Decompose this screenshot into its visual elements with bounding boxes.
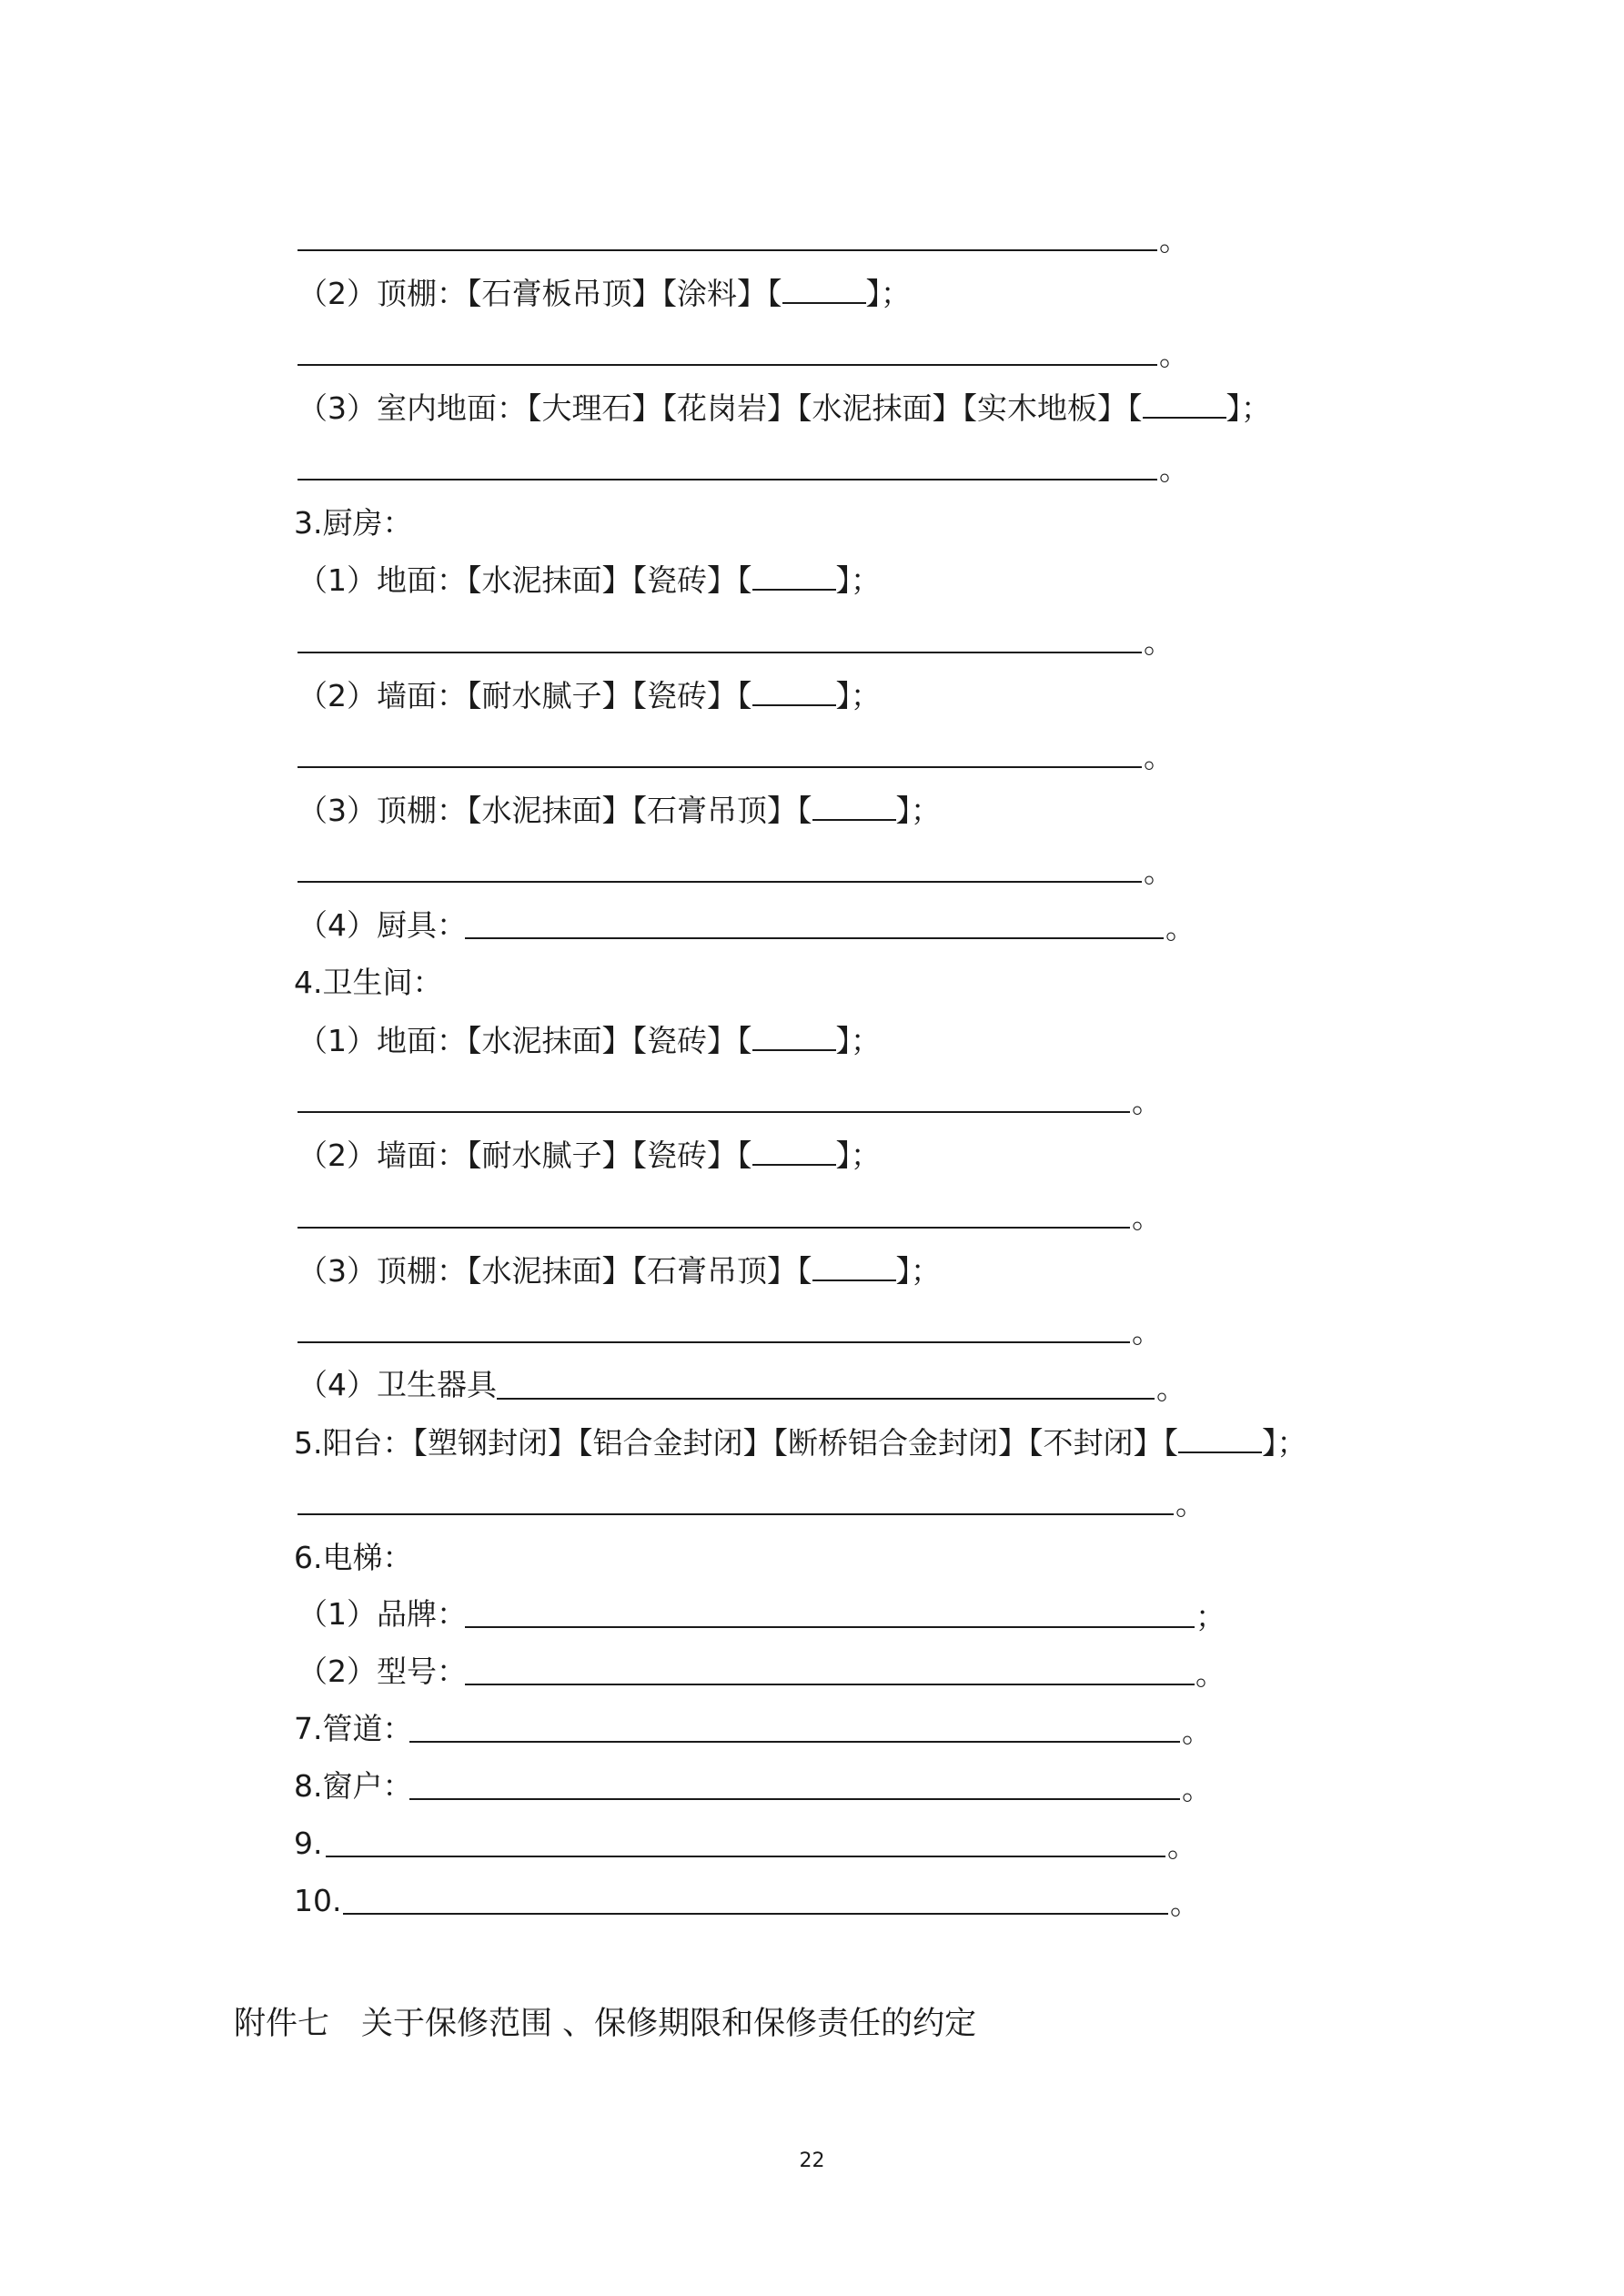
- text-line: （4）卫生器具: [298, 1367, 497, 1402]
- blank-line: [298, 479, 1157, 480]
- line-end: 。: [1132, 1199, 1162, 1235]
- fill-blank: [812, 1256, 896, 1281]
- blank-line: [465, 1684, 1195, 1685]
- text-line: （1）品牌：: [298, 1596, 467, 1632]
- line-end: 。: [1165, 910, 1195, 946]
- text-line: 8.窗户：: [294, 1768, 413, 1804]
- blank-line: [298, 364, 1157, 366]
- line-end: 。: [1144, 854, 1174, 889]
- line-end: 。: [1182, 1771, 1212, 1806]
- line-end: 。: [1156, 1371, 1186, 1406]
- line-end: 。: [1170, 1886, 1200, 1921]
- text-line: （1）地面：【水泥抹面】【瓷砖】【 】；: [298, 562, 881, 598]
- text-line: 5.阳台：【塑钢封闭】【铝合金封闭】【断桥铝合金封闭】【不封闭】【 】；: [294, 1425, 1307, 1461]
- blank-line: [409, 1741, 1180, 1743]
- fill-blank: [752, 1026, 836, 1051]
- line-end: 。: [1167, 1828, 1197, 1864]
- fill-blank: [1143, 393, 1226, 419]
- line-end: 。: [1159, 451, 1189, 487]
- blank-line: [298, 1513, 1174, 1515]
- section-heading: 4.卫生间：: [294, 965, 443, 1000]
- line-end: 。: [1132, 1084, 1162, 1119]
- text-line: （2）墙面：【耐水腻子】【瓷砖】【 】；: [298, 1138, 881, 1173]
- blank-line: [409, 1798, 1180, 1800]
- blank-line: [343, 1913, 1168, 1915]
- blank-line: [497, 1398, 1155, 1400]
- page-number: 22: [799, 2149, 825, 2172]
- blank-line: [465, 937, 1164, 939]
- section-heading: 6.电梯：: [294, 1540, 413, 1575]
- line-end: 。: [1144, 624, 1174, 660]
- text-line: （3）顶棚：【水泥抹面】【石膏吊顶】【 】；: [298, 793, 941, 828]
- line-end: 。: [1182, 1714, 1212, 1749]
- text-line: 9.: [294, 1826, 323, 1861]
- section-heading: 3.厨房：: [294, 505, 413, 541]
- line-end: 。: [1159, 337, 1189, 372]
- blank-line: [298, 652, 1142, 653]
- fill-blank: [1178, 1428, 1262, 1453]
- text-line: 7.管道：: [294, 1711, 413, 1746]
- text-line: （4）厨具：: [298, 907, 467, 943]
- blank-line: [298, 1111, 1130, 1113]
- line-end: 。: [1144, 739, 1174, 774]
- blank-line: [298, 766, 1142, 768]
- blank-line: [298, 1227, 1130, 1229]
- text-line: 10.: [294, 1883, 342, 1918]
- line-end: 。: [1159, 222, 1189, 258]
- line-end: 。: [1132, 1314, 1162, 1350]
- fill-blank: [812, 795, 896, 821]
- text-line: （3）顶棚：【水泥抹面】【石膏吊顶】【 】；: [298, 1253, 941, 1289]
- fill-blank: [752, 565, 836, 591]
- text-line: （2）墙面：【耐水腻子】【瓷砖】【 】；: [298, 678, 881, 713]
- text-line: （3）室内地面：【大理石】【花岗岩】【水泥抹面】【实木地板】【 】；: [298, 390, 1271, 426]
- fill-blank: [752, 681, 836, 706]
- blank-line: [298, 249, 1157, 251]
- blank-line: [465, 1626, 1195, 1628]
- appendix-heading: 附件七 关于保修范围 、保修期限和保修责任的约定: [234, 2006, 977, 2042]
- line-end: ；: [1195, 1599, 1226, 1634]
- fill-blank: [782, 278, 866, 304]
- blank-line: [298, 1341, 1130, 1343]
- blank-line: [298, 881, 1142, 883]
- text-line: （2）型号：: [298, 1654, 467, 1689]
- line-end: 。: [1195, 1656, 1226, 1692]
- blank-line: [326, 1856, 1165, 1857]
- text-line: （2）顶棚：【石膏板吊顶】【涂料】【 】；: [298, 276, 911, 311]
- line-end: 。: [1175, 1486, 1205, 1522]
- fill-blank: [752, 1140, 836, 1166]
- text-line: （1）地面：【水泥抹面】【瓷砖】【 】；: [298, 1023, 881, 1058]
